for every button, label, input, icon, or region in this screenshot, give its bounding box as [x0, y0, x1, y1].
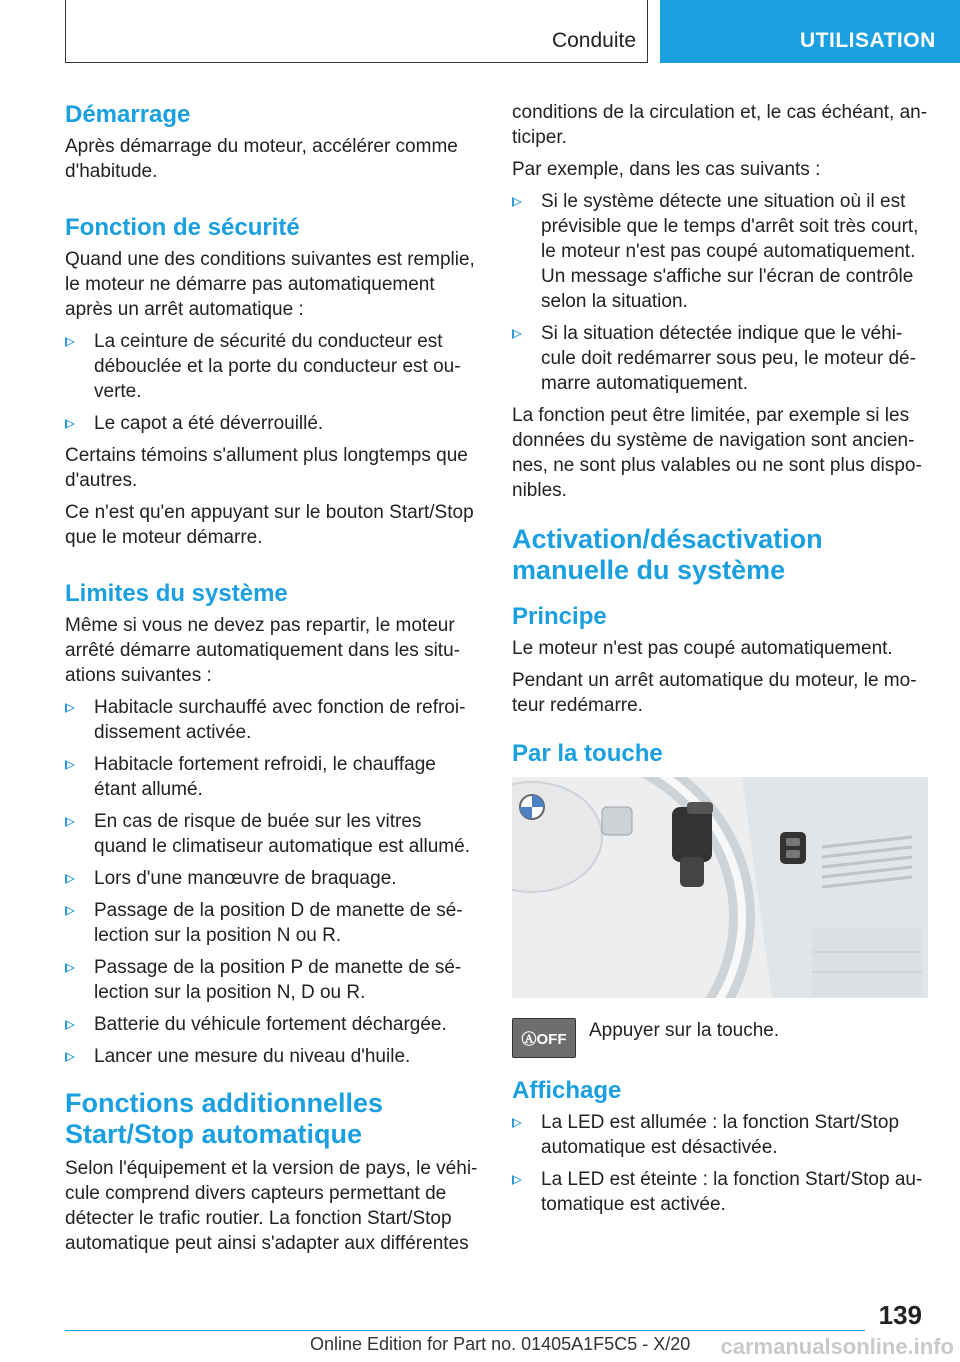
page-number: 139 — [878, 1300, 922, 1330]
bullet-arrow-icon — [65, 337, 75, 347]
list-item: La LED est allumée : la fonction Start/Stop automatique est désactivée. — [512, 1110, 928, 1160]
paragraph-fonctions: Selon l'équipement et la version de pays, le véhi‐cule comprend divers capteurs permettant de détecter le trafic routier. La fonction Start/Stop automatique peut ainsi s'adapter aux différentes — [65, 1158, 478, 1254]
paragraph-exemple: Par exemple, dans les cas suivants : — [512, 159, 821, 180]
paragraph-temoins: Certains témoins s'allument plus longtemps que d'autres. — [65, 445, 468, 491]
list-item: Si le système détecte une situation où il est prévisible que le temps d'arrêt soit très court, le moteur n'est pas coupé automatiquement. Un message s'affiche sur l'écran de contrôle selon la situation. — [512, 189, 928, 314]
heading-limites: Limites du système — [65, 580, 288, 607]
bullet-arrow-icon — [65, 874, 75, 884]
footer-edition: Online Edition for Part no. 01405A1F5C5 - X/20 — [310, 1334, 691, 1354]
list-item: Habitacle fortement refroidi, le chauffage étant allumé. — [65, 752, 479, 802]
bullet-arrow-icon — [65, 817, 75, 827]
list-item: Passage de la position P de manette de sé‐lection sur la position N, D ou R. — [65, 955, 479, 1005]
bullet-arrow-icon — [65, 1020, 75, 1030]
bullet-arrow-icon — [65, 703, 75, 713]
list-item: Passage de la position D de manette de sé‐lection sur la position N ou R. — [65, 898, 479, 948]
heading-touche: Par la touche — [512, 740, 663, 767]
paragraph-limites: Même si vous ne devez pas repartir, le moteur arrêté démarre automatiquement dans les situ‐ations suivantes : — [65, 615, 460, 686]
paragraph-principe-1: Le moteur n'est pas coupé automatiquement. — [512, 638, 893, 659]
bullet-arrow-icon — [65, 906, 75, 916]
paragraph-securite: Quand une des conditions suivantes est remplie, le moteur ne démarre pas automatiquement après un arrêt automatique : — [65, 249, 475, 320]
paragraph-limitee: La fonction peut être limitée, par exemple si les données du système de navigation sont ancien‐nes, ne sont plus valables ou ne sont plus dispo‐nibles. — [512, 405, 922, 501]
section-title: Conduite — [551, 29, 636, 52]
list-item: Lors d'une manœuvre de braquage. — [65, 866, 479, 891]
watermark: carmanualsonline.info — [720, 1334, 954, 1359]
list-item: La LED est éteinte : la fonction Start/Stop au‐tomatique est activée. — [512, 1167, 928, 1217]
paragraph-continuation: conditions de la circulation et, le cas échéant, an‐ticiper. — [512, 102, 928, 148]
key-instruction — [512, 1018, 928, 1058]
start-stop-off-icon: ⒶOFF — [512, 1018, 576, 1058]
bullet-arrow-icon — [512, 1118, 522, 1128]
list-item: Batterie du véhicule fortement déchargée. — [65, 1012, 479, 1037]
heading-demarrage: Démarrage — [65, 101, 191, 128]
footer-divider — [65, 1330, 865, 1331]
instruction-text: Appuyer sur la touche. — [589, 1020, 780, 1041]
paragraph-bouton: Ce n'est qu'en appuyant sur le bouton Start/Stop que le moteur démarre. — [65, 502, 474, 548]
heading-fonctions: Fonctions additionnelles Start/Stop automatique — [65, 1088, 384, 1149]
heading-principe: Principe — [512, 603, 607, 630]
bullet-arrow-icon — [65, 419, 75, 429]
list-item: En cas de risque de buée sur les vitres quand le climatiseur automatique est allumé. — [65, 809, 479, 859]
list-item: Lancer une mesure du niveau d'huile. — [65, 1044, 479, 1069]
steering-wheel-illustration — [512, 777, 928, 998]
bullet-arrow-icon — [65, 1052, 75, 1062]
heading-securite: Fonction de sécurité — [65, 214, 300, 241]
right-column — [512, 100, 928, 1224]
list-item: Le capot a été déverrouillé. — [65, 411, 479, 436]
bullet-arrow-icon — [65, 760, 75, 770]
heading-activation: Activation/désactivation manuelle du système — [512, 524, 823, 585]
paragraph-demarrage: Après démarrage du moteur, accélérer comme d'habitude. — [65, 136, 458, 182]
list-item: Habitacle surchauffé avec fonction de refroi‐dissement activée. — [65, 695, 479, 745]
heading-affichage: Affichage — [512, 1077, 622, 1104]
exemple-list — [512, 189, 928, 396]
affichage-list — [512, 1110, 928, 1217]
paragraph-principe-2: Pendant un arrêt automatique du moteur, le mo‐teur redémarre. — [512, 670, 917, 716]
limites-list — [65, 695, 479, 1069]
bullet-arrow-icon — [512, 197, 522, 207]
bullet-arrow-icon — [65, 963, 75, 973]
bullet-arrow-icon — [512, 329, 522, 339]
securite-list — [65, 329, 479, 436]
bullet-arrow-icon — [512, 1175, 522, 1185]
list-item: Si la situation détectée indique que le véhi‐cule doit redémarrer sous peu, le moteur dé‐marre automatiquement. — [512, 321, 928, 396]
left-column — [65, 100, 479, 1263]
cockpit-illustration — [512, 777, 928, 998]
list-item: La ceinture de sécurité du conducteur est débouclée et la porte du conducteur est ou‐verte. — [65, 329, 479, 404]
chapter-tab: UTILISATION — [660, 0, 960, 63]
